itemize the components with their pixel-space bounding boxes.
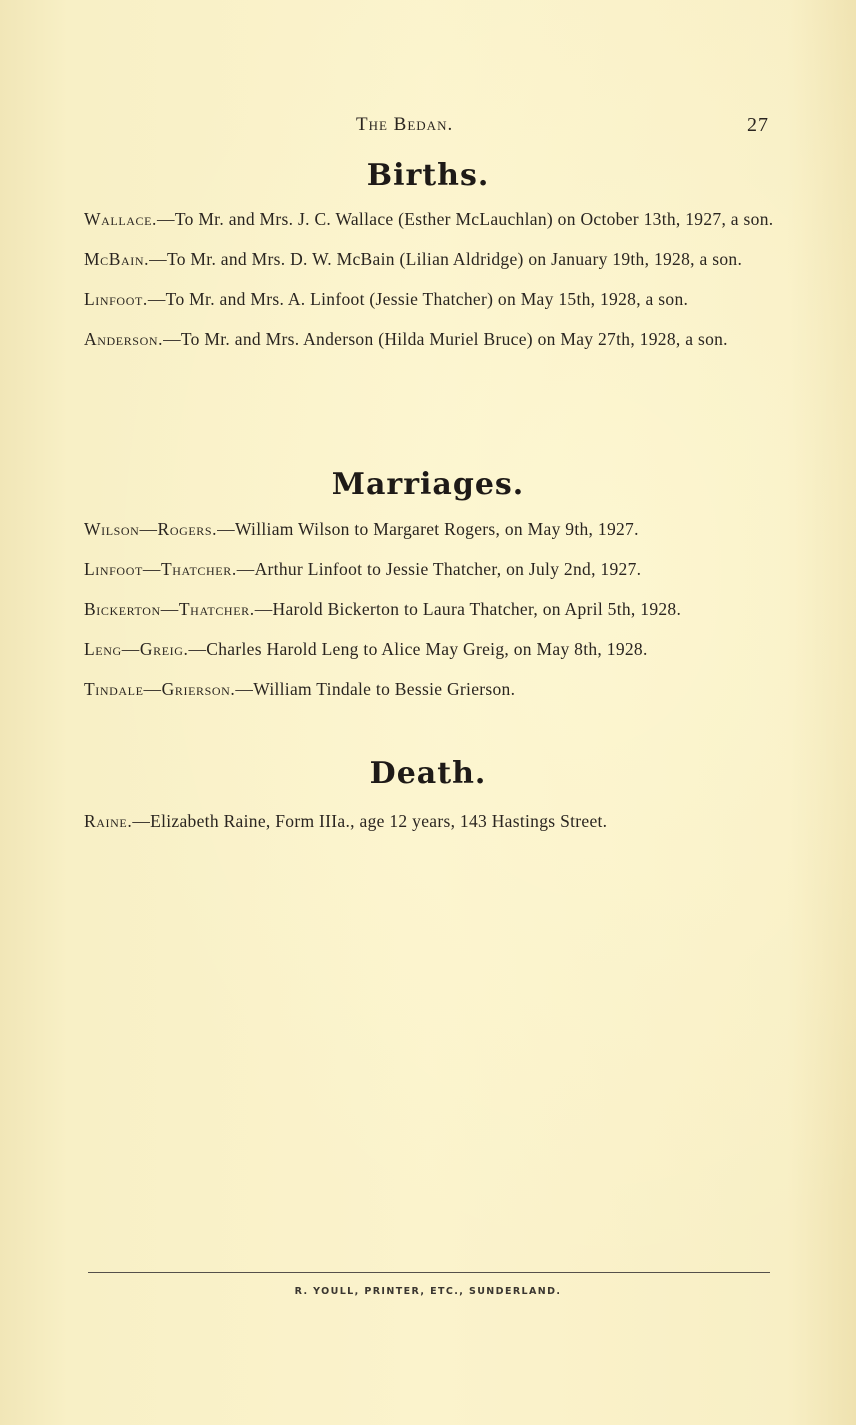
entry-text: —William Wilson to Margaret Rogers, on May 9th, 1927. — [217, 519, 639, 539]
births-list — [84, 206, 776, 352]
entry-name: Bickerton—Thatcher. — [84, 599, 255, 619]
entry-text: —Harold Bickerton to Laura Thatcher, on April 5th, 1928. — [254, 599, 682, 619]
death-list — [84, 808, 776, 834]
marriage-entry — [84, 676, 776, 702]
entry-name: Anderson. — [84, 329, 164, 349]
entry-text: —To Mr. and Mrs. J. C. Wallace (Esther McLauchlan) on October 13th, 1927, a son. — [157, 209, 774, 229]
marriage-entry — [84, 596, 776, 622]
marriages-list — [84, 516, 776, 702]
entry-name: Linfoot. — [84, 289, 148, 309]
page-number: 27 — [747, 114, 769, 136]
marriage-entry — [84, 556, 776, 582]
entry-text: —Charles Harold Leng to Alice May Greig, on May 8th, 1928. — [188, 639, 648, 659]
death-entry — [84, 808, 776, 834]
birth-entry — [84, 326, 776, 352]
entry-name: Tindale—Grierson. — [84, 679, 236, 699]
entry-name: Wilson—Rogers. — [84, 519, 218, 539]
births-heading: Births. — [366, 158, 490, 193]
entry-text: —William Tindale to Bessie Grierson. — [235, 679, 516, 699]
entry-name: Wallace. — [84, 209, 158, 229]
entry-text: —Elizabeth Raine, Form IIIa., age 12 years, 143 Hastings Street. — [132, 811, 608, 831]
marriage-entry — [84, 636, 776, 662]
entry-name: Raine. — [84, 811, 133, 831]
entry-name: McBain. — [84, 249, 150, 269]
entry-name: Leng—Greig. — [84, 639, 189, 659]
birth-entry — [84, 246, 776, 272]
running-head — [0, 114, 856, 140]
birth-entry — [84, 286, 776, 312]
entry-name: Linfoot—Thatcher. — [84, 559, 237, 579]
marriage-entry — [84, 516, 776, 542]
entry-text: —To Mr. and Mrs. A. Linfoot (Jessie Thatcher) on May 15th, 1928, a son. — [147, 289, 689, 309]
death-heading: Death. — [369, 756, 487, 791]
running-title: The Bedan. — [356, 114, 454, 135]
entry-text: —To Mr. and Mrs. Anderson (Hilda Muriel Bruce) on May 27th, 1928, a son. — [163, 329, 728, 349]
birth-entry — [84, 206, 776, 232]
entry-text: —To Mr. and Mrs. D. W. McBain (Lilian Aldridge) on January 19th, 1928, a son. — [149, 249, 743, 269]
marriages-heading: Marriages. — [331, 467, 525, 502]
printer-imprint: R. YOULL, PRINTER, ETC., SUNDERLAND. — [294, 1286, 562, 1297]
footer-rule — [88, 1272, 770, 1273]
entry-text: —Arthur Linfoot to Jessie Thatcher, on July 2nd, 1927. — [236, 559, 642, 579]
